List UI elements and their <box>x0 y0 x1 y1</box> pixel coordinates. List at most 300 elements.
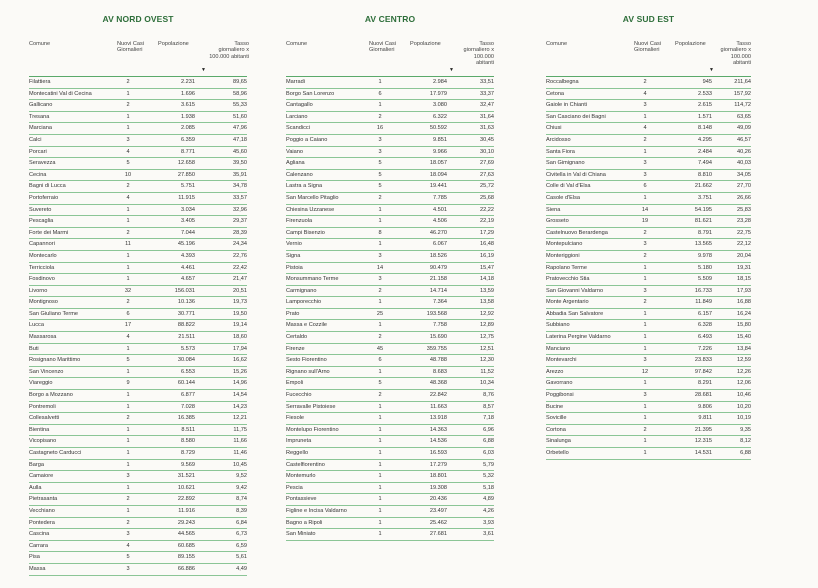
cell-tasso: 18,15 <box>737 276 751 283</box>
cell-popolazione: 14.714 <box>429 287 447 294</box>
table-row <box>29 448 247 460</box>
cell-comune: Massa <box>29 565 46 572</box>
cell-tasso: 40,03 <box>737 160 751 167</box>
cell-nuovi-casi: 1 <box>126 264 130 271</box>
cell-tasso: 33,57 <box>233 194 247 201</box>
cell-nuovi-casi: 3 <box>643 102 647 109</box>
cell-popolazione: 21.158 <box>429 276 447 283</box>
cell-comune: Lastra a Signa <box>286 183 323 190</box>
cell-popolazione: 6.493 <box>698 334 712 341</box>
cell-popolazione: 3.405 <box>181 218 195 225</box>
col-popolazione-header: Popolazione <box>675 41 706 47</box>
cell-nuovi-casi: 1 <box>378 322 382 329</box>
cell-popolazione: 97.842 <box>694 368 712 375</box>
cell-nuovi-casi: 2 <box>126 183 130 190</box>
cell-comune: Casole d'Elsa <box>546 194 581 201</box>
cell-popolazione: 8.148 <box>698 125 712 132</box>
cell-comune: Calci <box>29 136 42 143</box>
cell-tasso: 22,75 <box>737 229 751 236</box>
cell-comune: Manciano <box>546 345 571 352</box>
cell-comune: Terricciola <box>29 264 55 271</box>
cell-tasso: 4,26 <box>483 507 494 514</box>
cell-comune: Bucine <box>546 403 564 410</box>
cell-tasso: 15,80 <box>737 322 751 329</box>
cell-popolazione: 2.484 <box>698 148 712 155</box>
table-row <box>286 216 494 228</box>
cell-comune: Subbiano <box>546 322 570 329</box>
cell-popolazione: 23.833 <box>694 357 712 364</box>
table-row <box>286 425 494 437</box>
cell-comune: Cecina <box>29 171 47 178</box>
cell-comune: Rignano sull'Arno <box>286 368 330 375</box>
table-row <box>546 344 751 356</box>
cell-popolazione: 1.571 <box>698 113 712 120</box>
cell-comune: Sesto Fiorentino <box>286 357 327 364</box>
cell-popolazione: 44.565 <box>177 531 195 538</box>
cell-comune: Montepulciano <box>546 241 583 248</box>
cell-comune: Prato <box>286 310 300 317</box>
cell-tasso: 16,19 <box>480 252 494 259</box>
cell-tasso: 11,66 <box>233 438 247 445</box>
cell-popolazione: 7.226 <box>698 345 712 352</box>
cell-popolazione: 8.291 <box>698 380 712 387</box>
cell-popolazione: 7.494 <box>698 160 712 167</box>
cell-tasso: 9,35 <box>740 426 751 433</box>
cell-popolazione: 8.683 <box>433 368 447 375</box>
cell-tasso: 17,93 <box>737 287 751 294</box>
cell-popolazione: 1.696 <box>181 90 195 97</box>
cell-comune: Chiesina Uzzanese <box>286 206 335 213</box>
table-row <box>286 320 494 332</box>
cell-comune: Abbadia San Salvatore <box>546 310 604 317</box>
cell-tasso: 15,40 <box>737 334 751 341</box>
cell-nuovi-casi: 2 <box>643 252 647 259</box>
cell-nuovi-casi: 14 <box>641 206 649 213</box>
cell-nuovi-casi: 8 <box>378 229 382 236</box>
cell-tasso: 16,24 <box>737 310 751 317</box>
cell-comune: Portoferraio <box>29 194 59 201</box>
table-row <box>29 297 247 309</box>
cell-nuovi-casi: 5 <box>378 160 382 167</box>
cell-popolazione: 30.771 <box>177 310 195 317</box>
table-row <box>286 332 494 344</box>
cell-nuovi-casi: 3 <box>643 241 647 248</box>
cell-nuovi-casi: 1 <box>126 426 130 433</box>
cell-tasso: 10,20 <box>737 403 751 410</box>
cell-nuovi-casi: 2 <box>378 194 382 201</box>
cell-tasso: 29,37 <box>233 218 247 225</box>
table-rows <box>546 76 751 460</box>
cell-comune: Lamporecchio <box>286 299 322 306</box>
table-row <box>546 112 751 124</box>
cell-tasso: 5,32 <box>483 473 494 480</box>
cell-comune: Livorno <box>29 287 48 294</box>
cell-comune: Monte Argentario <box>546 299 589 306</box>
cell-nuovi-casi: 2 <box>126 229 130 236</box>
cell-comune: Pietrasanta <box>29 496 58 503</box>
table-rows <box>286 76 494 541</box>
cell-nuovi-casi: 17 <box>124 322 132 329</box>
table-row <box>29 320 247 332</box>
cell-comune: Arezzo <box>546 368 564 375</box>
table-av-nord-ovest <box>29 0 247 588</box>
cell-comune: Chiusi <box>546 125 562 132</box>
cell-nuovi-casi: 1 <box>643 194 647 201</box>
cell-tasso: 211,64 <box>734 79 751 85</box>
table-row <box>286 251 494 263</box>
cell-nuovi-casi: 6 <box>126 310 130 317</box>
cell-tasso: 27,63 <box>480 171 494 178</box>
table-av-sud-est <box>546 0 751 588</box>
cell-comune: Fucecchio <box>286 392 312 399</box>
cell-popolazione: 31.521 <box>177 473 195 480</box>
cell-comune: Vaiano <box>286 148 304 155</box>
table-row <box>546 170 751 182</box>
cell-comune: Pontedera <box>29 519 55 526</box>
table-row <box>546 274 751 286</box>
cell-nuovi-casi: 5 <box>126 160 130 167</box>
cell-comune: Vicopisano <box>29 438 57 445</box>
cell-nuovi-casi: 16 <box>376 125 384 132</box>
cell-popolazione: 60.685 <box>177 542 195 549</box>
cell-nuovi-casi: 25 <box>376 310 384 317</box>
table-row <box>29 228 247 240</box>
table-row <box>286 158 494 170</box>
cell-nuovi-casi: 1 <box>126 345 130 352</box>
cell-comune: Pistoia <box>286 264 303 271</box>
cell-nuovi-casi: 3 <box>126 565 130 572</box>
cell-popolazione: 30.084 <box>177 357 195 364</box>
table-row <box>29 216 247 228</box>
cell-popolazione: 81.621 <box>694 218 712 225</box>
table-row <box>286 344 494 356</box>
cell-comune: Fosdinovo <box>29 276 55 283</box>
cell-nuovi-casi: 1 <box>643 334 647 341</box>
cell-popolazione: 7.785 <box>433 194 447 201</box>
cell-comune: Vecchiano <box>29 507 55 514</box>
cell-tasso: 7,18 <box>483 415 494 422</box>
cell-comune: Cantagallo <box>286 102 313 109</box>
table-header <box>286 41 494 75</box>
table-row <box>29 471 247 483</box>
cell-tasso: 10,45 <box>233 461 247 468</box>
cell-nuovi-casi: 1 <box>378 403 382 410</box>
table-row <box>29 332 247 344</box>
cell-nuovi-casi: 2 <box>126 496 130 503</box>
cell-tasso: 14,18 <box>480 276 494 283</box>
cell-popolazione: 9.806 <box>698 403 712 410</box>
cell-tasso: 22,22 <box>480 206 494 213</box>
table-title: AV SUD EST <box>622 14 675 24</box>
cell-popolazione: 90.479 <box>429 264 447 271</box>
table-row <box>546 332 751 344</box>
cell-comune: Campi Bisenzio <box>286 229 325 236</box>
cell-comune: Pontassieve <box>286 496 317 503</box>
table-row <box>546 239 751 251</box>
cell-nuovi-casi: 2 <box>378 392 382 399</box>
cell-nuovi-casi: 4 <box>126 542 130 549</box>
table-row <box>286 89 494 101</box>
cell-tasso: 14,23 <box>233 403 247 410</box>
cell-tasso: 8,12 <box>740 438 751 445</box>
cell-tasso: 14,54 <box>233 392 247 399</box>
cell-nuovi-casi: 1 <box>643 148 647 155</box>
cell-popolazione: 6.322 <box>433 113 447 120</box>
cell-comune: Certaldo <box>286 334 308 341</box>
cell-popolazione: 18.526 <box>429 252 447 259</box>
cell-comune: Cascina <box>29 531 50 538</box>
cell-comune: Signa <box>286 252 301 259</box>
cell-nuovi-casi: 2 <box>378 113 382 120</box>
table-row <box>29 460 247 472</box>
col-tasso-header: Tasso giornaliero x 100.000 abitanti <box>463 41 494 67</box>
table-row <box>29 344 247 356</box>
cell-tasso: 6,84 <box>236 519 247 526</box>
cell-tasso: 24,34 <box>233 241 247 248</box>
table-row <box>546 448 751 460</box>
cell-nuovi-casi: 1 <box>126 90 130 97</box>
cell-nuovi-casi: 1 <box>378 415 382 422</box>
table-row <box>286 309 494 321</box>
cell-nuovi-casi: 1 <box>643 345 647 352</box>
cell-popolazione: 9.851 <box>433 136 447 143</box>
cell-nuovi-casi: 1 <box>643 276 647 283</box>
cell-nuovi-casi: 2 <box>126 415 130 422</box>
cell-popolazione: 7.364 <box>433 299 447 306</box>
table-row <box>546 320 751 332</box>
cell-tasso: 15,47 <box>480 264 494 271</box>
table-row <box>286 378 494 390</box>
cell-nuovi-casi: 3 <box>126 136 130 143</box>
table-row <box>29 402 247 414</box>
table-row <box>546 390 751 402</box>
cell-tasso: 13,59 <box>480 287 494 294</box>
cell-popolazione: 2.533 <box>698 90 712 97</box>
cell-nuovi-casi: 1 <box>643 415 647 422</box>
table-row <box>286 402 494 414</box>
cell-comune: Filattiera <box>29 79 51 85</box>
cell-nuovi-casi: 1 <box>126 507 130 514</box>
cell-tasso: 63,65 <box>737 113 751 120</box>
cell-comune: Poggio a Caiano <box>286 136 328 143</box>
cell-tasso: 11,52 <box>480 368 494 375</box>
cell-nuovi-casi: 2 <box>126 102 130 109</box>
cell-tasso: 15,26 <box>233 368 247 375</box>
cell-nuovi-casi: 14 <box>376 264 384 271</box>
cell-popolazione: 193.568 <box>426 310 447 317</box>
cell-comune: Firenze <box>286 345 305 352</box>
cell-tasso: 10,46 <box>737 392 751 399</box>
col-comune-header: Comune <box>546 41 568 47</box>
table-row <box>286 193 494 205</box>
cell-popolazione: 16.733 <box>694 287 712 294</box>
cell-nuovi-casi: 3 <box>126 531 130 538</box>
cell-comune: Montecatini Val di Cecina <box>29 90 92 97</box>
cell-popolazione: 2.231 <box>181 79 195 85</box>
cell-tasso: 28,39 <box>233 229 247 236</box>
cell-comune: Vernio <box>286 241 302 248</box>
cell-comune: Marradi <box>286 79 305 85</box>
cell-popolazione: 8.810 <box>698 171 712 178</box>
cell-nuovi-casi: 1 <box>126 450 130 456</box>
cell-popolazione: 5.573 <box>181 345 195 352</box>
sort-desc-icon[interactable]: ▼ <box>201 67 206 73</box>
cell-tasso: 20,51 <box>233 287 247 294</box>
table-row <box>286 506 494 518</box>
cell-nuovi-casi: 1 <box>126 252 130 259</box>
cell-nuovi-casi: 32 <box>124 287 132 294</box>
cell-comune: San Vincenzo <box>29 368 64 375</box>
cell-tasso: 51,60 <box>233 113 247 120</box>
cell-nuovi-casi: 1 <box>378 438 382 445</box>
table-row <box>286 471 494 483</box>
cell-popolazione: 20.436 <box>429 496 447 503</box>
cell-popolazione: 19.441 <box>429 183 447 190</box>
cell-comune: San Giovanni Valdarno <box>546 287 604 294</box>
cell-nuovi-casi: 1 <box>126 276 130 283</box>
cell-tasso: 14,96 <box>233 380 247 387</box>
cell-comune: Gaiole in Chianti <box>546 102 588 109</box>
cell-comune: Orbetello <box>546 450 569 456</box>
cell-comune: Civitella in Val di Chiana <box>546 171 606 178</box>
cell-popolazione: 9.569 <box>181 461 195 468</box>
cell-comune: Buti <box>29 345 39 352</box>
table-row <box>29 367 247 379</box>
table-row <box>546 158 751 170</box>
cell-nuovi-casi: 3 <box>378 276 382 283</box>
cell-popolazione: 4.501 <box>433 206 447 213</box>
cell-comune: Castagneto Carducci <box>29 450 82 456</box>
cell-nuovi-casi: 1 <box>126 484 130 491</box>
cell-tasso: 12,51 <box>480 345 494 352</box>
cell-popolazione: 66.886 <box>177 565 195 572</box>
cell-tasso: 16,62 <box>233 357 247 364</box>
cell-popolazione: 6.067 <box>433 241 447 248</box>
cell-comune: Bientina <box>29 426 50 433</box>
cell-tasso: 89,65 <box>233 79 247 85</box>
cell-tasso: 25,72 <box>480 183 494 190</box>
cell-nuovi-casi: 1 <box>378 426 382 433</box>
cell-popolazione: 8.771 <box>181 148 195 155</box>
cell-nuovi-casi: 1 <box>126 218 130 225</box>
cell-tasso: 4,89 <box>483 496 494 503</box>
cell-nuovi-casi: 4 <box>643 125 647 132</box>
cell-comune: Empoli <box>286 380 304 387</box>
cell-popolazione: 6.359 <box>181 136 195 143</box>
cell-tasso: 17,29 <box>480 229 494 236</box>
cell-popolazione: 4.393 <box>181 252 195 259</box>
cell-comune: Reggello <box>286 450 309 456</box>
cell-tasso: 19,14 <box>233 322 247 329</box>
cell-popolazione: 12.658 <box>177 160 195 167</box>
cell-tasso: 30,10 <box>480 148 494 155</box>
cell-nuovi-casi: 1 <box>378 102 382 109</box>
cell-comune: Tresana <box>29 113 50 120</box>
sort-desc-icon[interactable]: ▼ <box>449 67 454 73</box>
table-row <box>286 460 494 472</box>
cell-popolazione: 25.462 <box>429 519 447 526</box>
table-row <box>29 112 247 124</box>
cell-comune: Aulla <box>29 484 42 491</box>
cell-popolazione: 13.565 <box>694 241 712 248</box>
cell-popolazione: 16.385 <box>177 415 195 422</box>
cell-comune: Lucca <box>29 322 44 329</box>
cell-nuovi-casi: 1 <box>643 380 647 387</box>
sort-desc-icon[interactable]: ▼ <box>709 67 714 73</box>
table-row <box>286 228 494 240</box>
cell-comune: Borgo a Mozzano <box>29 392 73 399</box>
cell-comune: Forte dei Marmi <box>29 229 69 236</box>
cell-comune: Sovicille <box>546 415 567 422</box>
cell-comune: Impruneta <box>286 438 312 445</box>
cell-nuovi-casi: 2 <box>378 287 382 294</box>
cell-comune: Porcari <box>29 148 47 155</box>
cell-tasso: 9,52 <box>236 473 247 480</box>
table-row <box>546 251 751 263</box>
table-row <box>286 355 494 367</box>
cell-nuovi-casi: 2 <box>126 519 130 526</box>
cell-comune: San Giuliano Terme <box>29 310 79 317</box>
table-row <box>29 518 247 530</box>
cell-comune: Pescaglia <box>29 218 54 225</box>
cell-nuovi-casi: 1 <box>126 113 130 120</box>
cell-popolazione: 27.850 <box>177 171 195 178</box>
cell-nuovi-casi: 9 <box>126 380 130 387</box>
table-row <box>546 378 751 390</box>
cell-nuovi-casi: 1 <box>126 461 130 468</box>
cell-popolazione: 16.593 <box>429 450 447 456</box>
cell-comune: Fiesole <box>286 415 305 422</box>
cell-nuovi-casi: 1 <box>378 496 382 503</box>
cell-nuovi-casi: 1 <box>643 264 647 271</box>
cell-popolazione: 6.157 <box>698 310 712 317</box>
table-row <box>546 205 751 217</box>
table-row <box>29 355 247 367</box>
cell-tasso: 5,79 <box>483 461 494 468</box>
cell-nuovi-casi: 1 <box>378 79 382 85</box>
cell-nuovi-casi: 4 <box>126 148 130 155</box>
cell-tasso: 8,76 <box>483 392 494 399</box>
table-row <box>286 123 494 135</box>
cell-comune: Santa Fiora <box>546 148 575 155</box>
cell-nuovi-casi: 1 <box>378 368 382 375</box>
cell-popolazione: 14.531 <box>694 450 712 456</box>
cell-comune: Massa e Cozzile <box>286 322 328 329</box>
cell-popolazione: 50.592 <box>429 125 447 132</box>
cell-comune: Capannori <box>29 241 55 248</box>
table-row <box>286 147 494 159</box>
cell-comune: Serravalle Pistoiese <box>286 403 336 410</box>
cell-nuovi-casi: 1 <box>643 403 647 410</box>
cell-popolazione: 13.918 <box>429 415 447 422</box>
table-row <box>286 413 494 425</box>
cell-comune: Arcidosso <box>546 136 571 143</box>
cell-tasso: 157,92 <box>733 90 751 97</box>
cell-popolazione: 2.615 <box>698 102 712 109</box>
cell-nuovi-casi: 3 <box>378 148 382 155</box>
table-row <box>29 158 247 170</box>
table-row <box>286 170 494 182</box>
table-row <box>29 123 247 135</box>
cell-tasso: 32,47 <box>480 102 494 109</box>
cell-nuovi-casi: 1 <box>126 125 130 132</box>
cell-tasso: 19,50 <box>233 310 247 317</box>
table-row <box>546 436 751 448</box>
cell-popolazione: 21.511 <box>178 334 195 341</box>
table-row <box>29 390 247 402</box>
cell-tasso: 35,91 <box>233 171 247 178</box>
cell-nuovi-casi: 1 <box>643 322 647 329</box>
